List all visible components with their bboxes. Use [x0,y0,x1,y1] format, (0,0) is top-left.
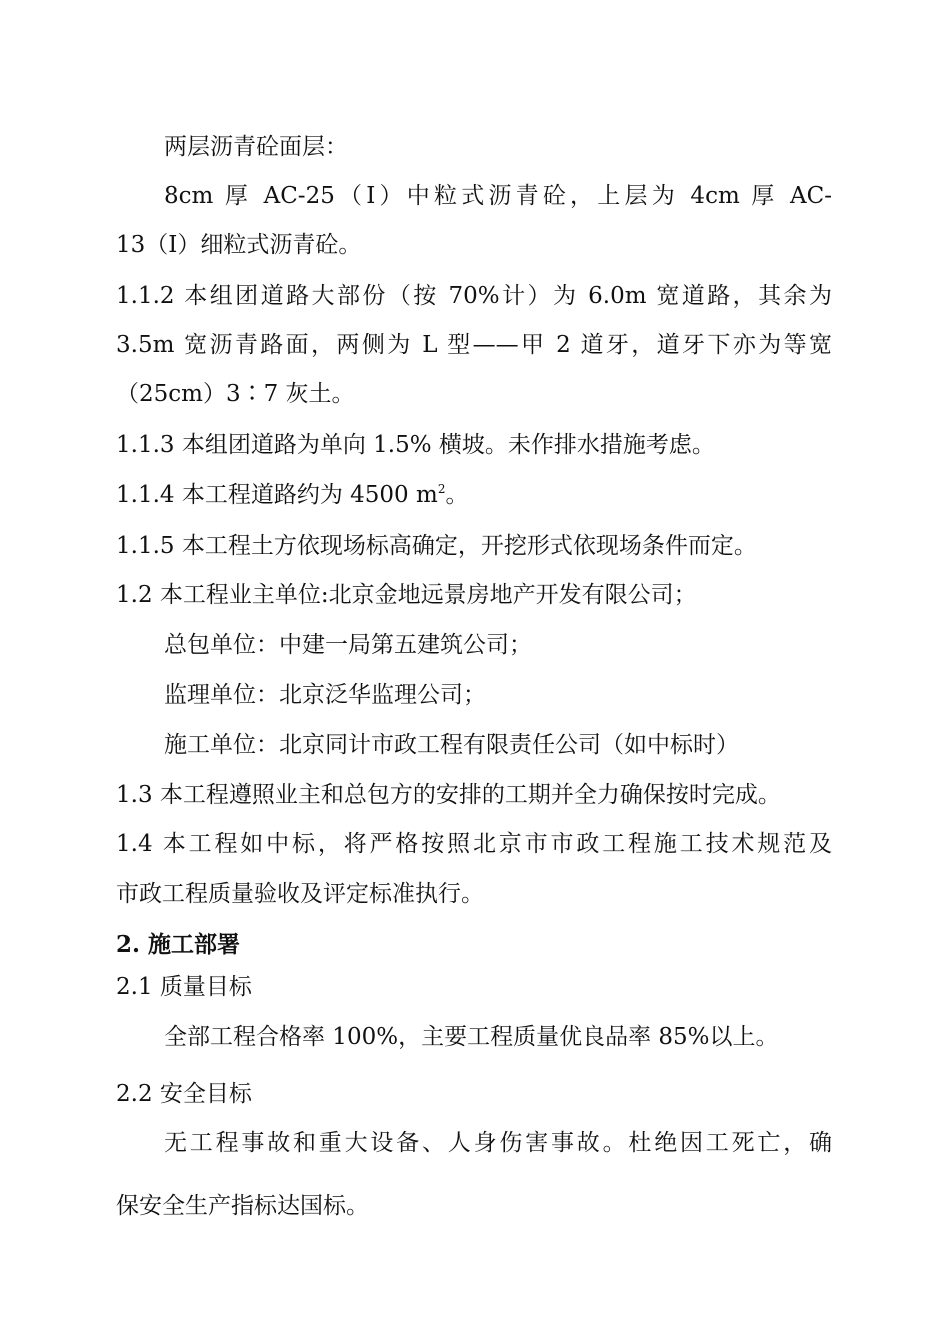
paragraph-line: 3.5m 宽沥青路面，两侧为 L 型——甲 2 道牙，道牙下亦为等宽 [116,332,832,358]
paragraph-line: 13（Ⅰ）细粒式沥青砼。 [116,232,362,258]
paragraph-line: 全部工程合格率 100%，主要工程质量优良品率 85%以上。 [164,1024,779,1050]
paragraph-line: （25cm）3∶7 灰土。 [116,381,355,407]
paragraph-line: 总包单位：中建一局第五建筑公司； [164,632,532,658]
paragraph-line: 1.1.3 本组团道路为单向 1.5% 横坡。未作排水措施考虑。 [116,432,715,458]
section-heading: 2. 施工部署 [116,931,241,958]
line-text: 1.1.4 本工程道路约为 4500 m [116,482,438,508]
paragraph-line: 8cm 厚 AC-25（Ⅰ）中粒式沥青砼，上层为 4cm 厚 AC- [164,183,832,209]
paragraph-line: 施工单位：北京同计市政工程有限责任公司（如中标时） [164,732,739,758]
paragraph-line: 无工程事故和重大设备、人身伤害事故。杜绝因工死亡，确 [164,1130,832,1156]
paragraph-line: 1.2 本工程业主单位:北京金地远景房地产开发有限公司； [116,582,697,608]
line-text: 。 [445,482,469,508]
paragraph-line [116,480,832,510]
paragraph-line: 市政工程质量验收及评定标准执行。 [116,881,484,907]
superscript: 2 [437,482,446,496]
subsection-heading: 2.2 安全目标 [116,1081,252,1107]
paragraph-line: 1.3 本工程遵照业主和总包方的安排的工期并全力确保按时完成。 [116,782,781,808]
paragraph-line: 监理单位：北京泛华监理公司； [164,682,486,708]
paragraph-line: 1.1.2 本组团道路大部份（按 70%计）为 6.0m 宽道路，其余为 [116,283,832,309]
paragraph-line: 保安全生产指标达国标。 [116,1193,369,1219]
subsection-heading: 2.1 质量目标 [116,974,252,1000]
paragraph-line: 1.4 本工程如中标，将严格按照北京市市政工程施工技术规范及 [116,831,832,857]
paragraph-line: 1.1.5 本工程土方依现场标高确定，开挖形式依现场条件而定。 [116,533,757,559]
paragraph-line: 两层沥青砼面层： [164,134,348,160]
